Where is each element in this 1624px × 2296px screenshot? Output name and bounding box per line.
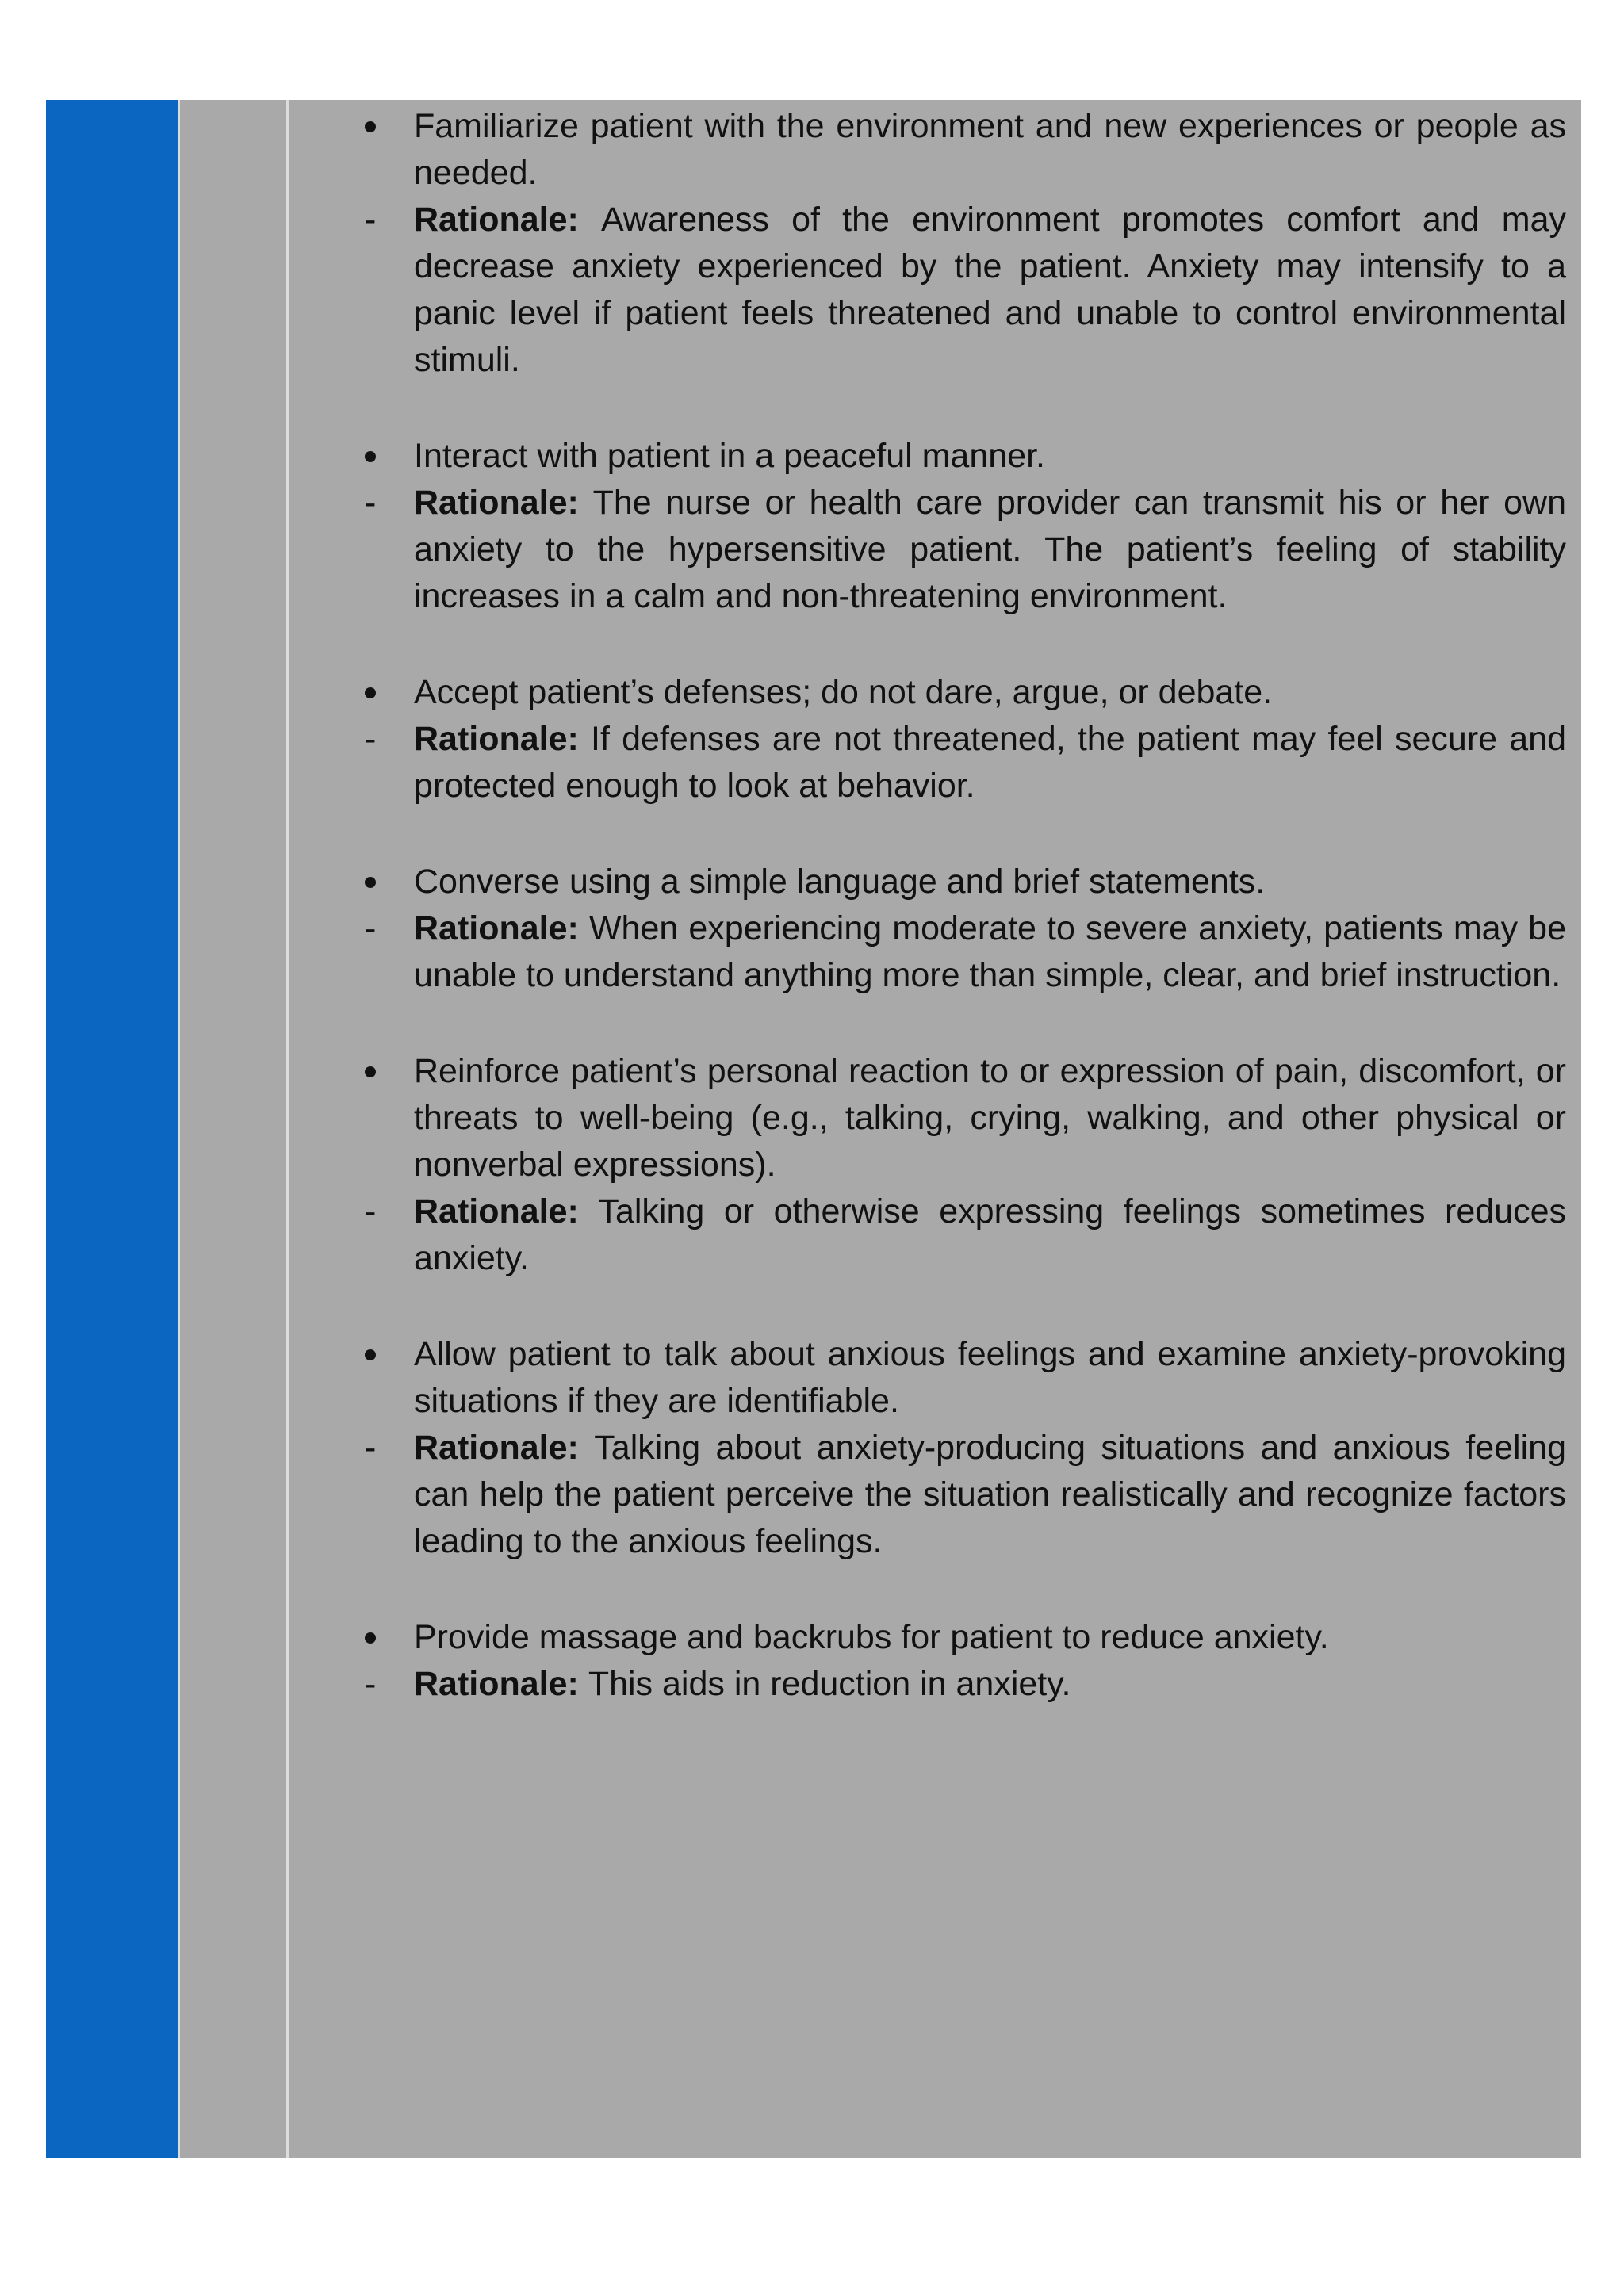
intervention-item bbox=[317, 669, 1566, 716]
rationale-item bbox=[317, 197, 1566, 384]
dash-marker: - bbox=[365, 1429, 377, 1467]
rationale-text: Talking about anxiety-producing situations and anxious feeling can help the patient perceive the situation realistically and recognize factors leading to the anxious feelings. bbox=[414, 1429, 1566, 1560]
dash-marker: - bbox=[365, 484, 377, 522]
rationale-label: Rationale: bbox=[414, 1665, 588, 1703]
intervention-text: Familiarize patient with the environment and new experiences or people as needed. bbox=[414, 107, 1566, 192]
intervention-block bbox=[317, 669, 1566, 809]
intervention-text: Provide massage and backrubs for patient to reduce anxiety. bbox=[414, 1618, 1329, 1656]
rationale-text: The nurse or health care provider can transmit his or her own anxiety to the hypersensitive patient. The patient’s feeling of stability increases in a calm and non-threatening environment. bbox=[414, 484, 1566, 615]
rationale-text: This aids in reduction in anxiety. bbox=[588, 1665, 1071, 1703]
bullet-icon bbox=[365, 433, 396, 480]
intervention-text: Converse using a simple language and brief statements. bbox=[414, 863, 1266, 901]
intervention-item bbox=[317, 1614, 1566, 1661]
intervention-item bbox=[317, 103, 1566, 197]
rationale-item bbox=[317, 1425, 1566, 1565]
intervention-text: Interact with patient in a peaceful manner. bbox=[414, 437, 1045, 475]
rationale-label: Rationale: bbox=[414, 1429, 595, 1467]
bullet-icon bbox=[365, 859, 396, 905]
dash-marker: - bbox=[365, 1192, 377, 1230]
intervention-item bbox=[317, 859, 1566, 905]
intervention-item bbox=[317, 1048, 1566, 1188]
intervention-text: Reinforce patient’s personal reaction to or expression of pain, discomfort, or threats to well-being (e.g., talking, crying, walking, and other physical or nonverbal expressions). bbox=[414, 1052, 1566, 1184]
nursing-interventions-list bbox=[317, 103, 1566, 1757]
bullet-icon bbox=[365, 103, 396, 150]
dash-marker: - bbox=[365, 201, 377, 239]
rationale-item bbox=[317, 1661, 1566, 1708]
rationale-text: If defenses are not threatened, the patient may feel secure and protected enough to look at behavior. bbox=[414, 720, 1566, 805]
rationale-text: When experiencing moderate to severe anxiety, patients may be unable to understand anything more than simple, clear, and brief instruction. bbox=[414, 909, 1567, 994]
intervention-block bbox=[317, 433, 1566, 620]
intervention-block bbox=[317, 1048, 1566, 1282]
intervention-item bbox=[317, 1331, 1566, 1425]
intervention-text: Accept patient’s defenses; do not dare, argue, or debate. bbox=[414, 673, 1273, 711]
rationale-item bbox=[317, 480, 1566, 620]
dash-marker: - bbox=[365, 1665, 377, 1703]
bullet-icon bbox=[365, 1614, 396, 1661]
rationale-label: Rationale: bbox=[414, 484, 593, 522]
intervention-block bbox=[317, 859, 1566, 999]
intervention-block bbox=[317, 1614, 1566, 1708]
bullet-icon bbox=[365, 1048, 396, 1095]
intervention-text: Allow patient to talk about anxious feelings and examine anxiety-provoking situations if they are identifiable. bbox=[414, 1335, 1566, 1420]
intervention-item bbox=[317, 433, 1566, 480]
bullet-icon bbox=[365, 1331, 396, 1378]
bullet-icon bbox=[365, 669, 396, 716]
rationale-item bbox=[317, 1188, 1566, 1282]
dash-marker: - bbox=[365, 909, 377, 947]
intervention-block bbox=[317, 103, 1566, 384]
rationale-label: Rationale: bbox=[414, 1192, 599, 1230]
rationale-item bbox=[317, 716, 1566, 809]
blue-side-column bbox=[46, 100, 178, 2158]
rationale-label: Rationale: bbox=[414, 720, 592, 758]
intervention-block bbox=[317, 1331, 1566, 1565]
rationale-item bbox=[317, 905, 1566, 999]
dash-marker: - bbox=[365, 720, 377, 758]
rationale-text: Awareness of the environment promotes comfort and may decrease anxiety experienced by the patient. Anxiety may intensify to a panic level if patient feels threatened and unable to control environmental stimuli. bbox=[414, 201, 1566, 379]
rationale-label: Rationale: bbox=[414, 201, 602, 239]
rationale-label: Rationale: bbox=[414, 909, 589, 947]
rationale-text: Talking or otherwise expressing feelings sometimes reduces anxiety. bbox=[414, 1192, 1566, 1277]
gray-side-column bbox=[178, 100, 289, 2158]
